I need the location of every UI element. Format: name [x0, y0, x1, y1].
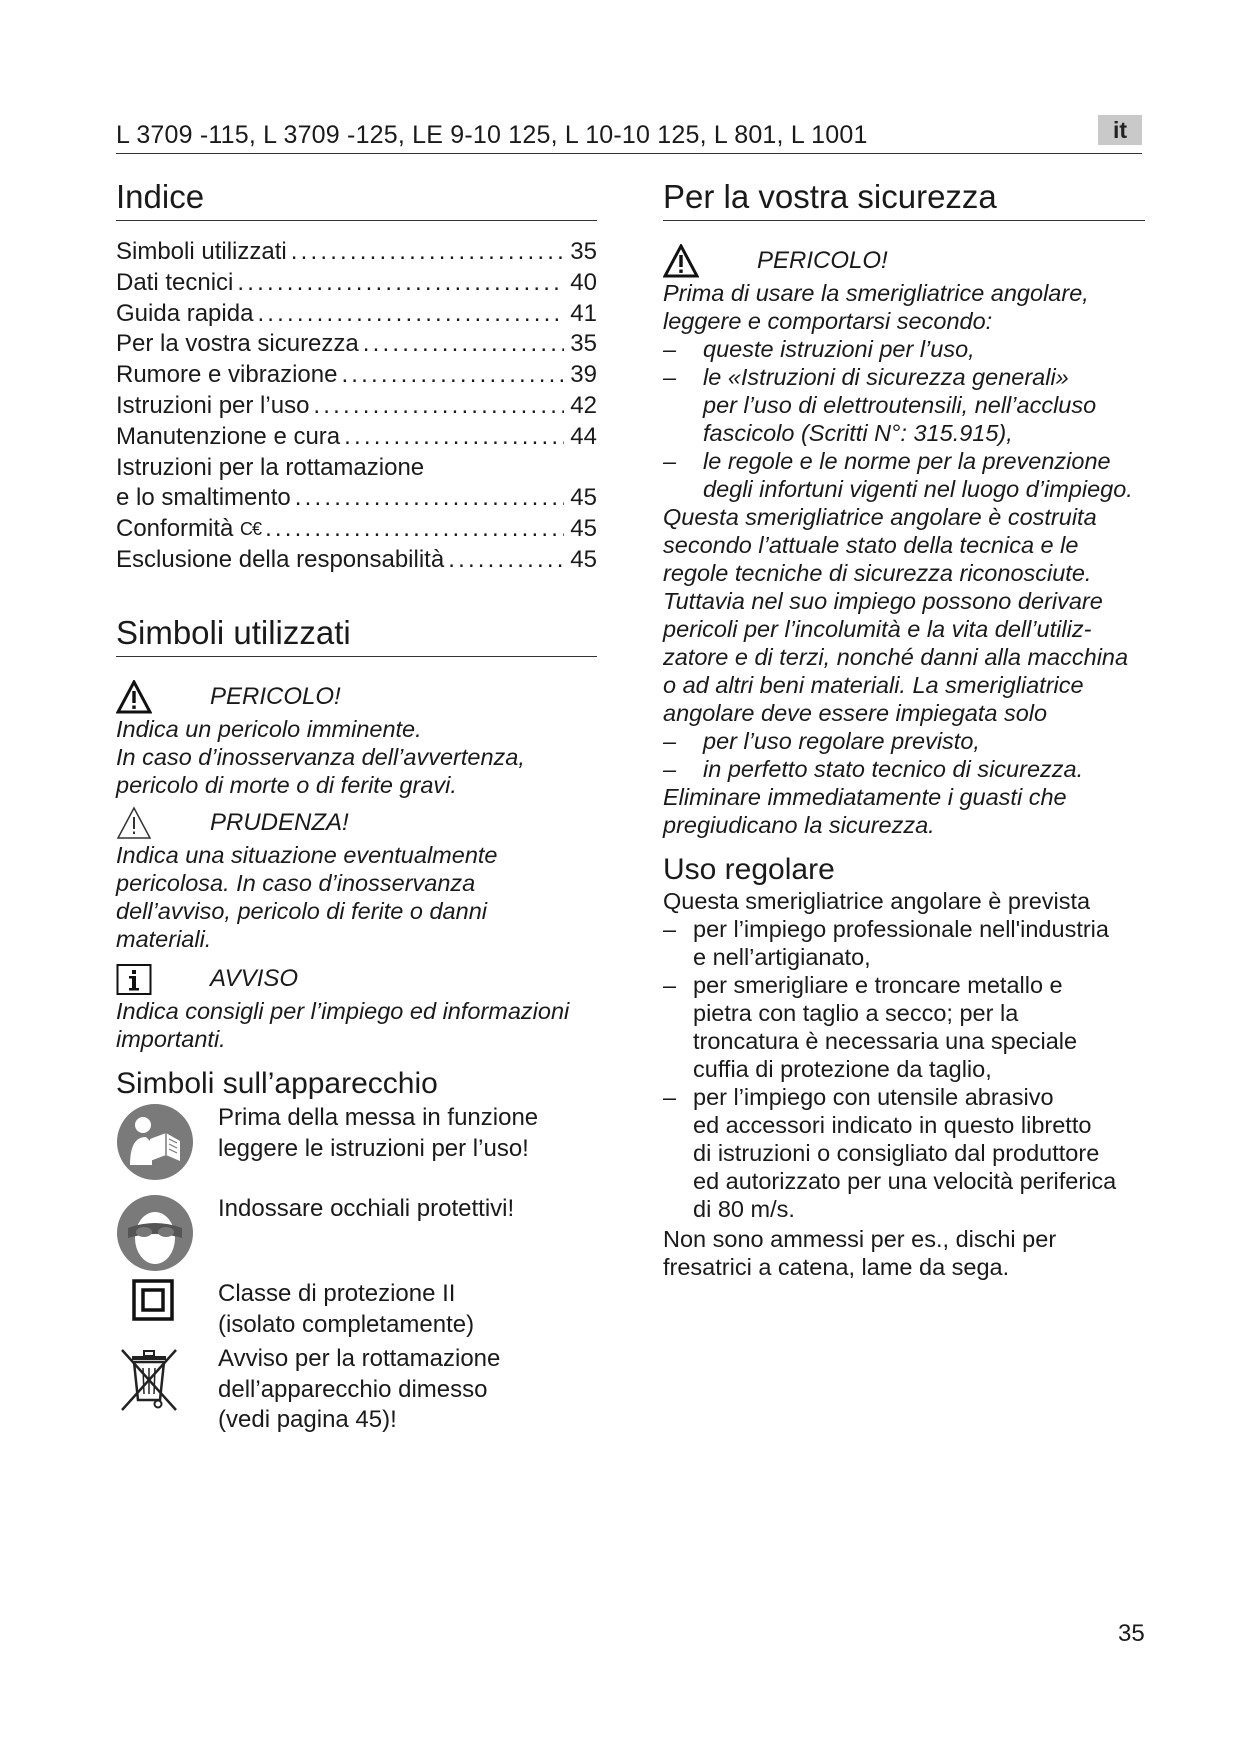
- language-badge: it: [1098, 115, 1142, 145]
- proper-use-title: Uso regolare: [663, 852, 835, 886]
- index-title: Indice: [116, 178, 597, 221]
- toc-label: Simboli utilizzati: [116, 237, 287, 265]
- list-item: – in perfetto stato tecnico di sicurezza.: [663, 755, 1084, 782]
- toc-entry[interactable]: [116, 422, 597, 453]
- list-item: – per smerigliare e troncare metallo e pietra con taglio a secco; per la troncatura è necessaria una speciale cuffia di protezione da taglio,: [663, 972, 1078, 1083]
- goggles-icon: [116, 1194, 194, 1272]
- toc-page: 40: [570, 268, 597, 296]
- caution-line: materiali.: [116, 925, 212, 952]
- device-symbol-text: Prima della messa in funzione: [218, 1104, 539, 1132]
- device-symbol-text: (vedi pagina 45)!: [218, 1406, 397, 1434]
- toc-entry[interactable]: [116, 483, 597, 514]
- toc-entry: [116, 453, 597, 484]
- safety-danger-block: [663, 243, 1145, 839]
- caution-label: PRUDENZA!: [210, 808, 349, 836]
- left-column: [116, 178, 597, 1436]
- toc-page: 39: [570, 361, 597, 389]
- toc-entry[interactable]: [116, 237, 597, 268]
- notice-line: importanti.: [116, 1025, 226, 1052]
- proper-use-intro: Questa smerigliatrice angolare è prevista: [663, 888, 1091, 915]
- proper-use-closing: fresatrici a catena, lame da sega.: [663, 1254, 1010, 1281]
- list-item: – le regole e le norme per la prevenzione degli infortuni vigenti nel luogo d’impiego.: [663, 447, 1133, 502]
- toc-label: Guida rapida: [116, 299, 254, 327]
- protection-class-ii-icon: [132, 1279, 174, 1321]
- toc-page: 45: [570, 515, 597, 543]
- device-symbol-row: [116, 1344, 597, 1436]
- toc-entry[interactable]: [116, 391, 597, 422]
- list-item: – per l’impiego con utensile abrasivo ed accessori indicato in questo libretto di istruzioni o consigliato dal produttore ed autorizzato per una velocità periferica di 80 m/s.: [663, 1084, 1117, 1223]
- list-item: – le «Istruzioni di sicurezza generali» per l’uso di elettroutensili, nell’accluso fascicolo (Scritti N°: 315.915),: [663, 363, 1097, 446]
- list-item: – queste istruzioni per l’uso,: [663, 335, 975, 362]
- toc-label: Esclusione della responsabilità: [116, 545, 445, 573]
- toc-label: Per la vostra sicurezza: [116, 330, 359, 358]
- list-item: – per l’uso regolare previsto,: [663, 727, 980, 754]
- notice-line: Indica consigli per l’impiego ed informazioni: [116, 997, 570, 1024]
- safety-intro-line: leggere e comportarsi secondo:: [663, 307, 993, 334]
- safety-para-line: zatore e di terzi, nonché danni alla macchina: [663, 643, 1129, 670]
- device-symbol-row: [116, 1194, 597, 1277]
- toc-label: Conformità: [116, 515, 234, 543]
- toc-entry[interactable]: [116, 268, 597, 299]
- caution-triangle-icon: [116, 806, 152, 840]
- caution-line: pericolosa. In caso d’inosservanza: [116, 869, 476, 896]
- caution-line: Indica una situazione eventualmente: [116, 841, 498, 868]
- safety-closing-line: pregiudicano la sicurezza.: [663, 811, 935, 838]
- safety-para-line: Tuttavia nel suo impiego possono derivare: [663, 587, 1103, 614]
- danger-triangle-icon: [663, 244, 699, 278]
- safety-para-line: o ad altri beni materiali. La smerigliatrice: [663, 671, 1084, 698]
- toc-label: Dati tecnici: [116, 268, 234, 296]
- toc-label: Manutenzione e cura: [116, 422, 341, 450]
- danger-label: PERICOLO!: [210, 682, 341, 710]
- toc-entry[interactable]: [116, 514, 597, 545]
- danger-triangle-icon: [116, 680, 152, 714]
- page-number: 35: [1118, 1620, 1145, 1647]
- toc-page: 35: [570, 330, 597, 358]
- device-symbol-text: leggere le istruzioni per l’uso!: [218, 1134, 529, 1162]
- device-symbol-text: Classe di protezione II: [218, 1280, 456, 1308]
- info-icon: [116, 962, 152, 996]
- safety-intro-line: Prima di usare la smerigliatrice angolare,: [663, 279, 1089, 306]
- danger-line: In caso d’inosservanza dell’avvertenza,: [116, 743, 525, 770]
- device-symbol-row: [116, 1103, 597, 1186]
- danger-line: Indica un pericolo imminente.: [116, 715, 422, 742]
- danger-line: pericolo di morte o di ferite gravi.: [116, 771, 457, 798]
- caution-block: [116, 805, 597, 953]
- safety-para-line: secondo l’attuale stato della tecnica e le: [663, 531, 1079, 558]
- toc-entry[interactable]: [116, 545, 597, 576]
- toc-page: 45: [570, 545, 597, 573]
- toc-page: 35: [570, 237, 597, 265]
- safety-closing-line: Eliminare immediatamente i guasti che: [663, 783, 1067, 810]
- device-symbol-row: [116, 1279, 597, 1340]
- toc-label: Istruzioni per l’uso: [116, 391, 310, 419]
- safety-para-line: regole tecniche di sicurezza riconosciute.: [663, 559, 1092, 586]
- ce-mark: C€: [240, 519, 262, 540]
- right-column: [663, 178, 1145, 1281]
- device-symbol-text: dell’apparecchio dimesso: [218, 1375, 488, 1403]
- device-symbols-title: Simboli sull’apparecchio: [116, 1066, 438, 1100]
- toc-label: e lo smaltimento: [116, 484, 291, 512]
- toc-label: Istruzioni per la rottamazione: [116, 453, 425, 481]
- header-rule: [116, 153, 1142, 154]
- danger-block: [116, 679, 597, 799]
- safety-para-line: angolare deve essere impiegata solo: [663, 699, 1048, 726]
- toc-entry[interactable]: [116, 360, 597, 391]
- device-symbol-text: Avviso per la rottamazione: [218, 1345, 501, 1373]
- header-models: L 3709 -115, L 3709 -125, LE 9-10 125, L 10-10 125, L 801, L 1001: [116, 121, 868, 149]
- danger-label: PERICOLO!: [757, 246, 888, 274]
- toc-page: 44: [570, 422, 597, 450]
- read-manual-icon: [116, 1103, 194, 1181]
- toc-page: 45: [570, 484, 597, 512]
- notice-label: AVVISO: [210, 964, 299, 992]
- notice-block: [116, 961, 597, 1053]
- safety-title: Per la vostra sicurezza: [663, 178, 1145, 221]
- device-symbol-text: Indossare occhiali protettivi!: [218, 1195, 515, 1223]
- table-of-contents: [116, 237, 597, 576]
- symbols-used-title: Simboli utilizzati: [116, 614, 597, 657]
- device-symbol-text: (isolato completamente): [218, 1310, 475, 1338]
- toc-entry[interactable]: [116, 329, 597, 360]
- crossed-bin-icon: [116, 1344, 182, 1414]
- safety-para-line: Questa smerigliatrice angolare è costruita: [663, 503, 1097, 530]
- caution-line: dell’avviso, pericolo di ferite o danni: [116, 897, 487, 924]
- toc-label: Rumore e vibrazione: [116, 361, 338, 389]
- list-item: – per l’impiego professionale nell'industria e nell’artigianato,: [663, 916, 1109, 971]
- toc-entry[interactable]: [116, 299, 597, 330]
- toc-page: 42: [570, 391, 597, 419]
- toc-page: 41: [570, 299, 597, 327]
- safety-para-line: pericoli per l’incolumità e la vita dell’utiliz-: [663, 615, 1092, 642]
- proper-use-closing: Non sono ammessi per es., dischi per: [663, 1226, 1057, 1253]
